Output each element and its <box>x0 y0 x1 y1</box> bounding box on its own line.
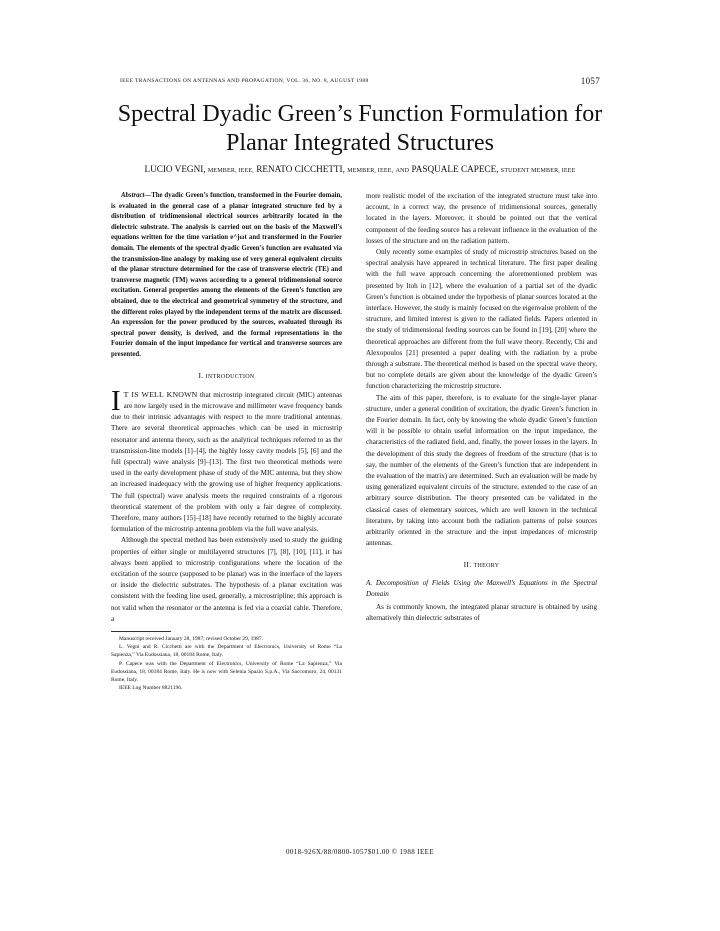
section-heading-theory <box>366 559 597 572</box>
footnotes <box>111 635 342 692</box>
left-column <box>111 191 342 692</box>
author-2: RENATO CICCHETTI, <box>256 164 345 174</box>
right-paragraph-2: Only recently some examples of study of microstrip structures based on the spectral analysis have appeared in technical literature. The first paper dealing with the full wave approach concerning the aforementioned problem was presented by Itoh in [12], where the evaluation of a partial set of the dyadic Green’s function is obtained under the hypothesis of planar sources located at the interface. However, the study is mainly focused on the eigenvalue problem of the structure, and limited interest is given to the radiated fields. Papers oriented in the study of tridimensional feeding sources can be found in [19], [20] where the theoretical approaches are different from the full wave theory. Recently, Chi and Alexopoulos [21] presented a paper dealing with the radiation by a probe through a substrate. The theoretical method is based on the spectral wave theory, but no complete details are given about the knowledge of the dyadic Green’s function characterizing the microstrip structure. <box>366 248 597 391</box>
author-3: PASQUALE CAPECE, <box>411 164 499 174</box>
author-3-role: STUDENT MEMBER, IEEE <box>500 168 576 174</box>
footnote-affiliation-2: P. Capece was with the Department of Electronics, University of Rome “La Sapienza,” Via Eudossiana, 18, 00184 Rome, Italy. He is now with Selenia Spazio S.p.A., Via Saccomuro, 24, 00131 Rome, Italy. <box>111 660 342 683</box>
footnote-log-number: IEEE Log Number 8821196. <box>119 685 183 692</box>
footnote-received: Manuscript received January 28, 1987; revised October 29, 1987. <box>119 635 264 642</box>
page-number: 1057 <box>580 76 600 86</box>
author-and: AND <box>395 168 410 174</box>
abstract-label: Abstract <box>121 192 145 199</box>
title-line-2: Planar Integrated Structures <box>226 130 494 156</box>
title-line-1: Spectral Dyadic Green’s Function Formulation for <box>117 101 603 127</box>
author-line <box>96 164 624 174</box>
section-number: II. <box>463 559 474 569</box>
intro-paragraph-2: Although the spectral method has been extensively used to study the guiding properties of either single or multilayered structures [7], [8], [10], [11], it has always been applied to microstrip configurations where the location of the excitation of the source (supposed to be planar) was in the interface of the layers or inside the dielectric substrates. The hypothesis of a planar excitation was consistent with the feeding line used, generally, a microstripline; this approach is not valid when the resonator or the antenna is fed via a coaxial cable. Therefore, a <box>111 536 342 623</box>
author-2-role: MEMBER, IEEE, <box>347 168 394 174</box>
right-column <box>366 191 597 624</box>
footnote-affiliation-1: L. Vegni and R. Cicchetti are with the Department of Electronics, University of Rome “La Sapienza,” Via Eudossiana, 18, 00184 Rome, Italy. <box>111 644 342 659</box>
journal-line: IEEE TRANSACTIONS ON ANTENNAS AND PROPAGATION, VOL. 36, NO. 8, AUGUST 1988 <box>120 78 369 84</box>
drop-cap: I <box>111 384 121 417</box>
author-1-role: MEMBER, IEEE, <box>207 168 254 174</box>
footnote-rule <box>111 631 171 632</box>
abstract-text: —The dyadic Green’s function, transformed in the Fourier domain, is evaluated in the general case of a planar integrated structure fed by a distribution of tridimensional electrical sources arbitrarily located in the dielectric substrate. The analysis is carried out on the basis of the Maxwell’s equations written for the time variation e^jωt and transformed in the Fourier domain. The elements of the spectral dyadic Green’s function are evaluated via the transmission-line analogy by making use of very general equivalent circuits of the planar structure determined for the case of transverse electric (TE) and transverse magnetic (TM) waves according to a general tridimensional source excitation. General properties among the elements of the Green’s function are obtained, due to the electrical and geometrical symmetry of the structure, and the different roles played by the independent terms of the matrix are discussed. An expression for the power produced by the sources, evaluated through its spectral power density, is derived, and the formal representations in the Fourier domain of the input impedance for vertical and transverse sources are presented. <box>111 192 342 358</box>
section-number: I. <box>198 370 206 380</box>
section-title: THEORY <box>473 562 500 569</box>
right-paragraph-3: The aim of this paper, therefore, is to evaluate for the single-layer planar structure, under a general condition of excitation, the dyadic Green’s function in the Fourier domain. In fact, only by knowing the whole dyadic Green’s function will it be possible to obtain useful information on the input impedance, the characteristics of the radiated field, and, finally, the power losses in the layers. In the development of this study the degrees of freedom of the structure (that is to say, the number of the elements of the Green’s function that are independent in the evaluation of the matrix) are determined. Such an evaluation will be made by using generalized equivalent circuits of the structure, extended to the case of an arbitrary source distribution. The theory presented can be validated in the classical cases of elementary sources, which are well known in the technical literature, by taking into account both the radiation patterns of pulse sources arbitrarily oriented in the structure and the input impedances of microstrip antennas. <box>366 393 597 548</box>
intro-p1-text: that microstrip integrated circuit (MIC) antennas are now largely used in the microwave and millimeter wave frequency bands due to their intrinsic advantages with respect to the more traditional antennas. There are several theoretical approaches which can be used in microstrip resonator and antenna theory, such as the analytical techniques referred to as the transmission-line models [1]–[4], the highly lossy cavity models [5], [6] and the full (spectral) wave analysis [9]–[13]. The first two theoretical methods were used in the early development phase of study of the MIC antenna, but they show an increased inadequacy with the growing use of higher frequency applications. The full (spectral) wave analysis meets the required constraints of a rigorous theoretical statement of the problem with only a fair degree of complexity. Therefore, many authors [15]–[18] have recently returned to the highly accurate formulation of the microstrip antenna problem via the full wave analysis. <box>111 390 342 534</box>
paper-title <box>90 100 630 158</box>
intro-lead: T IS WELL KNOWN <box>123 389 198 399</box>
section-title: INTRODUCTION <box>205 373 255 380</box>
right-paragraph-4: As is commonly known, the integrated planar structure is obtained by using alternatively thin dielectric substrates of <box>366 602 597 622</box>
right-paragraph-1: more realistic model of the excitation of the integrated structure must take into account, in a correct way, the presence of tridimensional sources, generally located in the layers. Moreover, it should be pointed out that the vertical component of the feeding source has a relevant influence in the evaluation of the losses of the structure and on the radiation pattern. <box>366 192 597 245</box>
author-1: LUCIO VEGNI, <box>144 164 206 174</box>
running-header <box>120 76 600 88</box>
intro-paragraph-1 <box>111 384 342 536</box>
copyright-footer: 0018-926X/88/0800-1057$01.00 © 1988 IEEE <box>285 848 435 856</box>
section-heading-introduction <box>111 370 342 383</box>
abstract <box>111 191 342 361</box>
subsection-heading: A. Decomposition of Fields Using the Maxwell’s Equations in the Spectral Domain <box>366 578 597 598</box>
